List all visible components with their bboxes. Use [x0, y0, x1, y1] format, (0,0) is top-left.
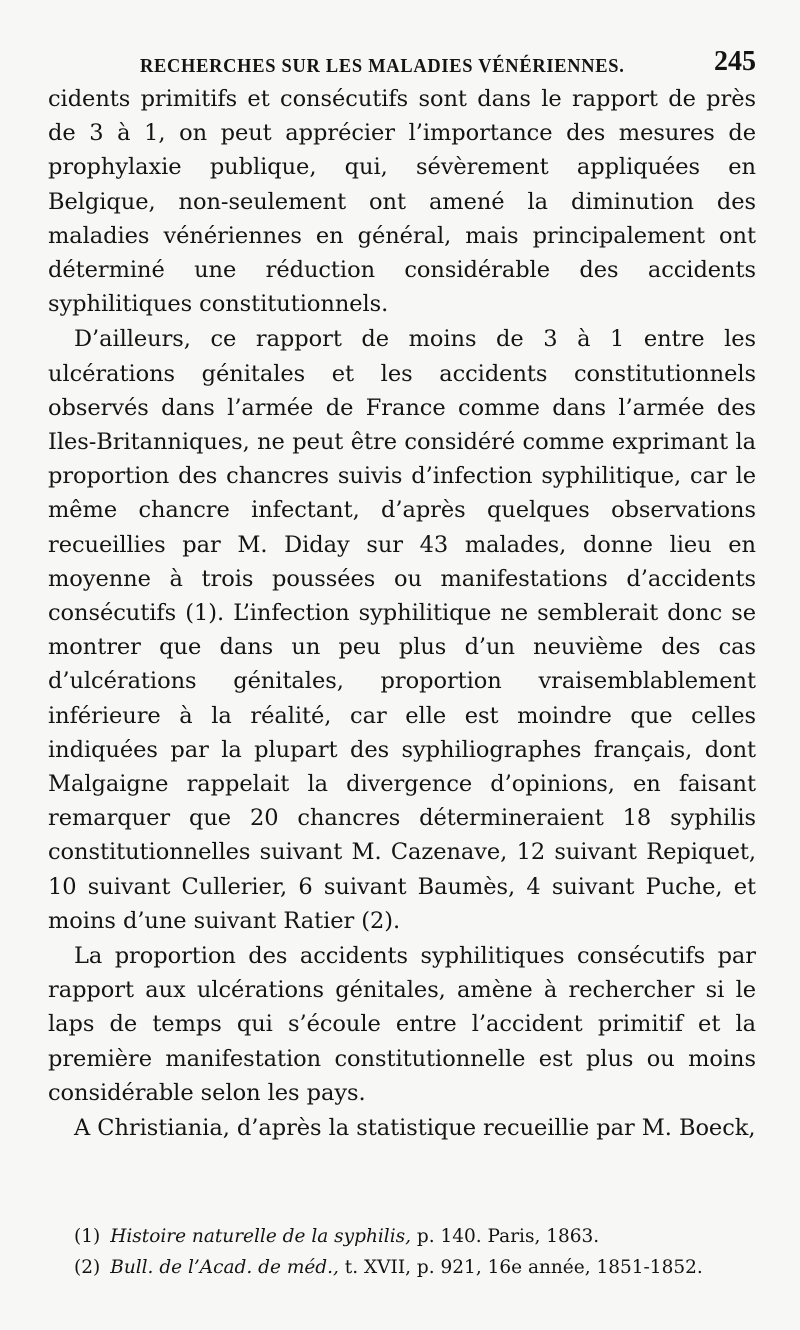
footnote-2-details: t. XVII, p. 921, 16e année, 1851-1852. [338, 1257, 703, 1279]
footnote-1-number: (1) [74, 1226, 101, 1248]
body-text [48, 82, 756, 1145]
paragraph-4: A Christiania, d’après la statistique recueillie par M. Boeck, [74, 1115, 756, 1142]
footnote-1-details: p. 140. Paris, 1863. [411, 1226, 600, 1248]
running-title: RECHERCHES SUR LES MALADIES VÉNÉRIENNES. [140, 55, 625, 77]
page-number: 245 [714, 46, 756, 77]
paragraph-3: La proportion des accidents syphilitiques consécutifs par rapport aux ulcérations génitales, amène à rechercher si le laps de temps qui s’écoule entre l’accident primitif et la première manifestation constitutionnelle est plus ou moins considérable selon les pays. [48, 943, 756, 1106]
running-header [48, 38, 756, 78]
paragraph-2: D’ailleurs, ce rapport de moins de 3 à 1 entre les ulcérations génitales et les accidents constitutionnels observés dans l’armée de France comme dans l’armée des Iles-Britanniques, ne peut être considéré comme exprimant la proportion des chancres suivis d’infection syphilitique, car le même chancre infectant, d’après quelques observations recueillies par M. Diday sur 43 malades, donne lieu en moyenne à trois poussées ou manifestations d’accidents consécutifs (1). L’infection syphilitique ne semblerait donc se montrer que dans un peu plus d’un neuvième des cas d’ulcérations génitales, proportion vraisemblablement inférieure à la réalité, car elle est moindre que celles indiquées par la plupart des syphiliographes français, dont Malgaigne rappelait la divergence d’opinions, en faisant remarquer que 20 chancres détermineraient 18 syphilis constitutionnelles suivant M. Cazenave, 12 suivant Repiquet, 10 suivant Cullerier, 6 suivant Baumès, 4 suivant Puche, et moins d’une suivant Ratier (2). [48, 326, 756, 934]
footnote-2 [74, 1252, 756, 1283]
paragraph-1: cidents primitifs et consécutifs sont dans le rapport de près de 3 à 1, on peut apprécier l’importance des mesures de prophylaxie publique, qui, sévèrement appliquées en Belgique, non-seulement ont amené la diminution des maladies vénériennes en général, mais principalement ont déterminé une réduction considérable des accidents syphilitiques constitutionnels. [48, 86, 756, 318]
footnote-1 [74, 1221, 756, 1252]
footnotes [48, 1221, 756, 1283]
footnote-1-title: Histoire naturelle de la syphilis, [110, 1226, 411, 1248]
footnote-2-title: Bull. de l’Acad. de méd., [110, 1257, 339, 1279]
footnote-2-number: (2) [74, 1257, 101, 1279]
